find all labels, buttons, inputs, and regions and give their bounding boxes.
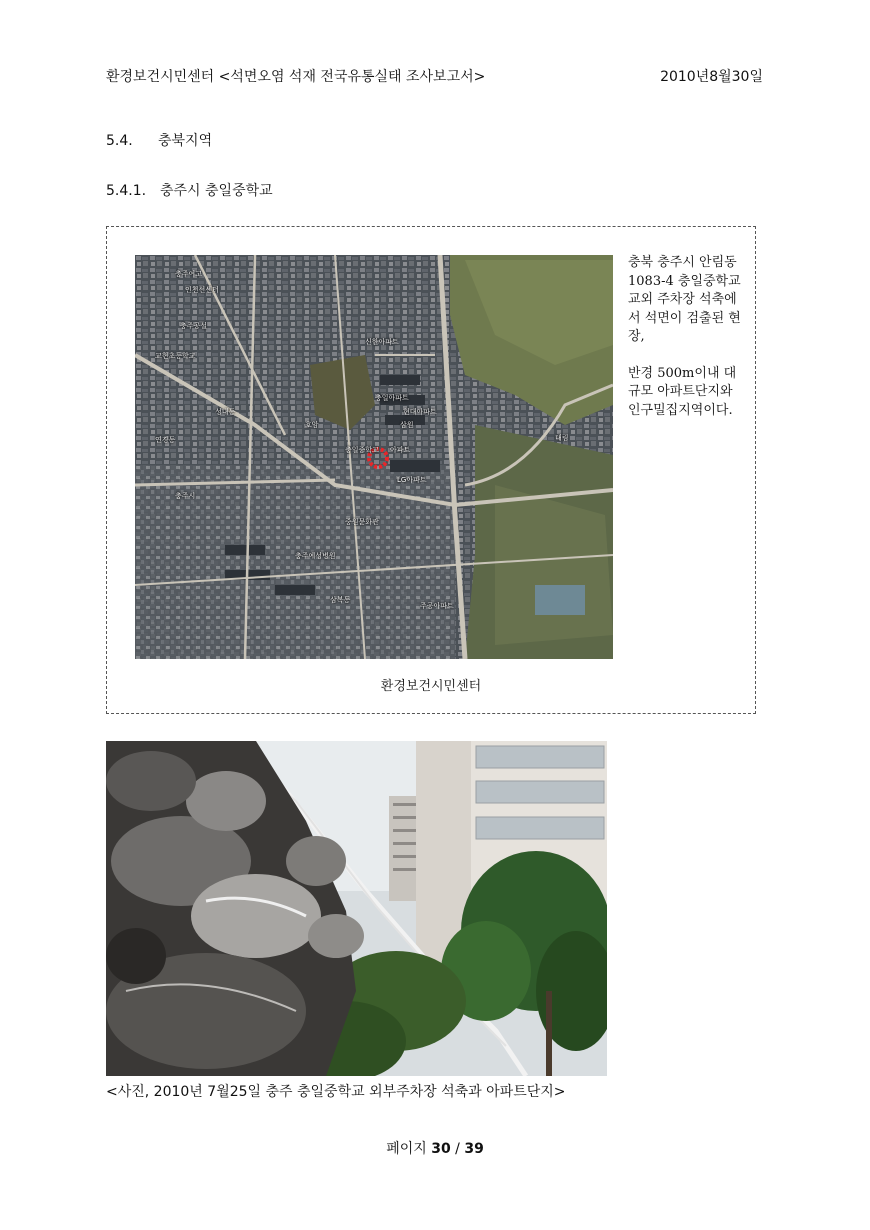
subsection-number: 5.4.1.: [106, 183, 147, 199]
header-date: 2010년8월30일: [660, 69, 763, 85]
current-page: 30: [431, 1141, 451, 1157]
map-label: 현대아파트: [403, 408, 437, 416]
section-heading: [106, 130, 212, 150]
map-description-p2: 반경 500m이내 대규모 아파트단지와 인구밀집지역이다.: [628, 365, 737, 418]
map-label: 충일아파트: [375, 394, 409, 402]
map-description-p1: 충북 충주시 안림동 1083-4 충일중학교 교외 주차장 석축에서 석면이 검출된 현장,: [628, 255, 741, 344]
map-label: 성내동: [215, 408, 236, 416]
header-title: 환경보건시민센터 <석면오염 석재 전국유통실태 조사보고서>: [106, 69, 486, 85]
map-label: 충주공설: [180, 322, 208, 330]
satellite-map: [135, 255, 613, 659]
subsection-title: 충주시 충일중학교: [160, 183, 273, 199]
map-label: LG아파트: [397, 476, 427, 484]
photo-caption: <사진, 2010년 7월25일 충주 충일중학교 외부주차장 석축과 아파트단지>: [106, 1084, 566, 1100]
page-number: [0, 1138, 870, 1158]
page-separator: /: [455, 1141, 460, 1157]
map-label: 충주여고: [175, 270, 203, 278]
map-label: 연경동: [155, 436, 176, 444]
section-number: 5.4.: [106, 133, 133, 149]
map-label: 주공아파트: [420, 602, 454, 610]
site-photo-image: [106, 741, 607, 1076]
map-label: 아파트: [390, 446, 411, 454]
map-label: 대림: [555, 434, 569, 442]
map-label: 신한아파트: [365, 338, 399, 346]
total-pages: 39: [464, 1141, 484, 1157]
site-photo: [106, 741, 607, 1076]
map-label: 충일중학교: [345, 446, 379, 454]
page-label: 페이지: [386, 1141, 427, 1157]
map-label: 충주시: [175, 492, 196, 500]
map-label: 삼복동: [330, 596, 351, 604]
map-caption: 환경보건시민센터: [380, 679, 482, 694]
map-description: [628, 254, 744, 420]
map-label: 삼원: [400, 421, 414, 429]
map-label: 충주예성병원: [295, 552, 336, 560]
satellite-map-image: [135, 255, 613, 659]
section-title: 충북지역: [158, 133, 213, 149]
map-label: 중원문화관: [345, 518, 379, 526]
map-label: 교현초등학교: [155, 352, 196, 360]
map-label: 호암: [305, 421, 319, 429]
subsection-heading: [106, 180, 273, 200]
map-label: 인천선센터: [185, 286, 219, 294]
